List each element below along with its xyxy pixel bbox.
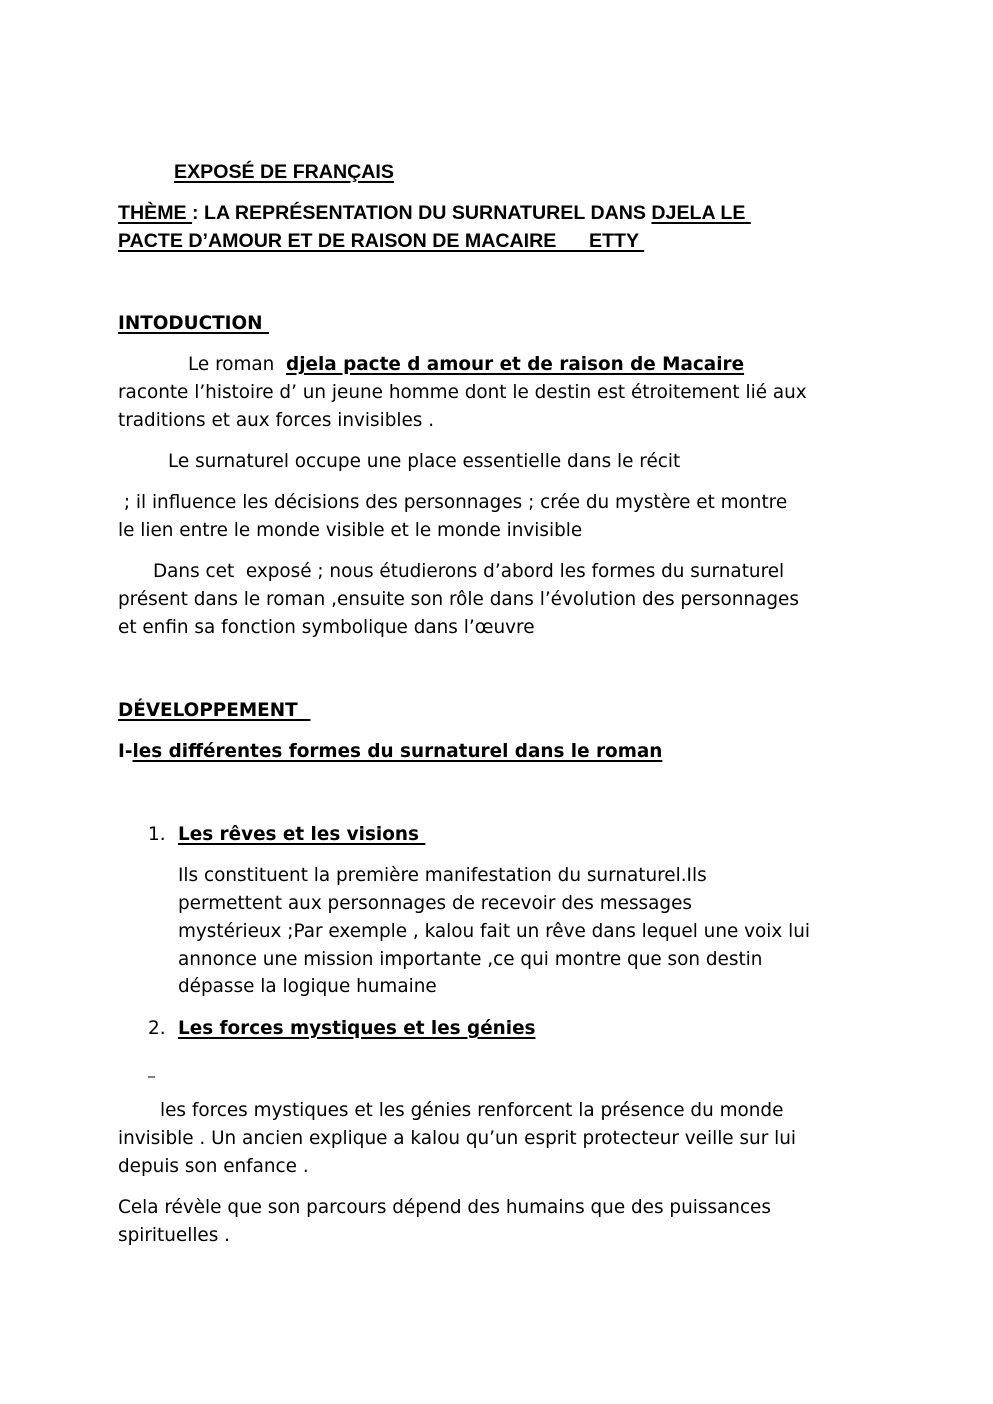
book-title: djela pacte d amour et de raison de Macaire	[286, 354, 745, 375]
theme-label: THÈME	[118, 202, 193, 224]
theme-line-1	[118, 199, 751, 227]
text-line: invisible . Un ancien explique a kalou qu’un esprit protecteur veille sur lui	[118, 1128, 796, 1149]
text-line: et enfin sa fonction symbolique dans l’œuvre	[118, 617, 535, 638]
list-item-title: Les rêves et les visions	[178, 824, 426, 845]
theme-text: : LA REPRÉSENTATION DU SURNATUREL DANS	[192, 202, 652, 224]
list-item-title: Les forces mystiques et les génies	[178, 1018, 536, 1039]
text-line: Dans cet exposé ; nous étudierons d’abord les formes du surnaturel	[153, 561, 785, 582]
text-line: permettent aux personnages de recevoir des messages	[178, 893, 692, 914]
part-title: les différentes formes du surnaturel dans le roman	[132, 741, 663, 762]
document-title: EXPOSÉ DE FRANÇAIS	[174, 161, 394, 183]
list-number: 2.	[148, 1018, 166, 1039]
theme-book-title: DJELA LE	[651, 202, 751, 224]
text-line: spirituelles .	[118, 1225, 231, 1246]
text-line: mystérieux ;Par exemple , kalou fait un rêve dans lequel une voix lui	[178, 921, 810, 942]
text-line: les forces mystiques et les génies renforcent la présence du monde	[160, 1100, 784, 1121]
list-number: 1.	[148, 824, 166, 845]
text-line: Cela révèle que son parcours dépend des humains que des puissances	[118, 1197, 771, 1218]
theme-line-2: PACTE D’AMOUR ET DE RAISON DE MACAIRE ETTY	[118, 230, 645, 252]
text-line: ; il influence les décisions des personnages ; crée du mystère et montre	[118, 492, 788, 513]
introduction-heading: INTODUCTION	[118, 313, 269, 334]
text: Le roman	[188, 354, 287, 375]
text-line: annonce une mission importante ,ce qui montre que son destin	[178, 949, 763, 970]
intro-paragraph-2: Le surnaturel occupe une place essentielle dans le récit	[168, 451, 681, 472]
text-line: le lien entre le monde visible et le monde invisible	[118, 520, 583, 541]
text-line: depuis son enfance .	[118, 1156, 309, 1177]
text-line: dépasse la logique humaine	[178, 976, 437, 997]
part-1-heading	[118, 738, 662, 766]
development-heading: DÉVELOPPEMENT	[118, 700, 311, 721]
text-line: raconte l’histoire d’ un jeune homme dont le destin est étroitement lié aux	[118, 382, 807, 403]
text-line: Ils constituent la première manifestation du surnaturel.Ils	[178, 865, 707, 886]
dash: _	[148, 1062, 155, 1078]
intro-paragraph-1	[188, 351, 744, 379]
text-line: présent dans le roman ,ensuite son rôle dans l’évolution des personnages	[118, 589, 799, 610]
part-number: I-	[118, 741, 133, 762]
text-line: traditions et aux forces invisibles .	[118, 410, 435, 431]
